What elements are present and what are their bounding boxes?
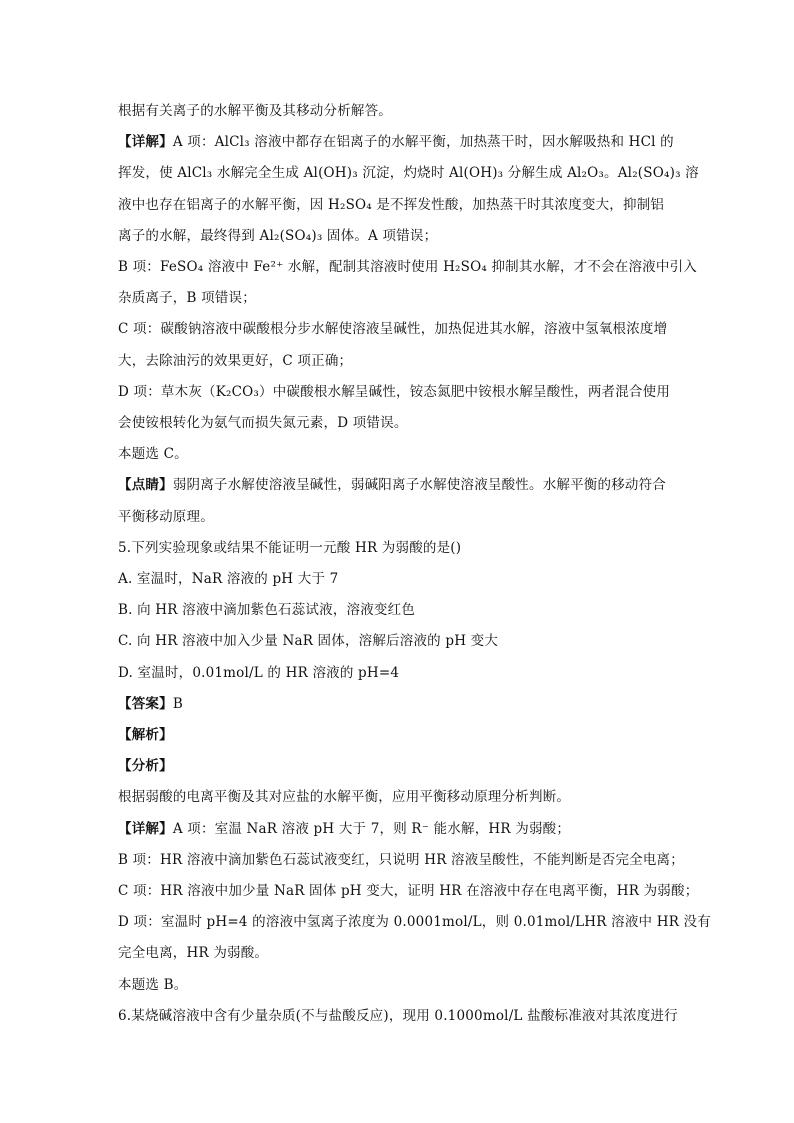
line-text: 完全电离，HR 为弱酸。 bbox=[118, 945, 269, 962]
text-line bbox=[118, 283, 678, 314]
section-marker: 【点睛】 bbox=[118, 477, 173, 494]
text-line bbox=[118, 158, 699, 189]
text-line bbox=[118, 658, 678, 689]
line-text: D 项：室温时 pH=4 的溶液中氢离子浓度为 0.0001mol/L，则 0.01mol/LHR 溶液中 HR 没有 bbox=[118, 914, 711, 931]
text-line bbox=[118, 876, 699, 907]
section-marker: 【解析】 bbox=[118, 727, 173, 744]
line-text: A 项：AlCl₃ 溶液中都存在铝离子的水解平衡，加热蒸干时，因水解吸热和 HCl 的 bbox=[172, 134, 674, 151]
line-text: 6.某烧碱溶液中含有少量杂质(不与盐酸反应)，现用 0.1000mol/L 盐酸标准液对其浓度进行 bbox=[118, 1007, 678, 1024]
section-marker: 【详解】 bbox=[118, 820, 173, 837]
text-line bbox=[118, 595, 678, 626]
text-line bbox=[118, 845, 684, 876]
line-text: 本题选 C。 bbox=[118, 446, 188, 463]
text-line bbox=[118, 564, 678, 595]
text-line bbox=[118, 221, 678, 252]
line-text: 根据有关离子的水解平衡及其移动分析解答。 bbox=[118, 103, 392, 119]
text-line bbox=[118, 502, 678, 533]
text-line bbox=[118, 907, 711, 938]
text-line bbox=[118, 314, 678, 345]
section-marker: 【详解】 bbox=[118, 134, 173, 151]
document-page bbox=[118, 96, 711, 1032]
text-line bbox=[118, 127, 678, 158]
line-text: 离子的水解，最终得到 Al₂(SO₄)₃ 固体。A 项错误； bbox=[118, 227, 438, 244]
line-text: 平衡移动原理。 bbox=[118, 508, 214, 525]
line-text: D 项：草木灰（K₂CO₃）中碳酸根水解呈碱性，铵态氮肥中铵根水解呈酸性，两者混合使用 bbox=[118, 383, 671, 400]
line-text: A. 室温时，NaR 溶液的 pH 大于 7 bbox=[118, 571, 339, 588]
line-text: C 项：碳酸钠溶液中碳酸根分步水解使溶液呈碱性，加热促进其水解，溶液中氢氧根浓度增 bbox=[118, 321, 668, 338]
text-line bbox=[118, 346, 678, 377]
text-line bbox=[118, 970, 678, 1001]
text-line bbox=[118, 626, 678, 657]
text-line bbox=[118, 689, 678, 720]
line-text: B bbox=[172, 695, 183, 712]
line-text: 弱阴离子水解使溶液呈碱性，弱碱阳离子水解使溶液呈酸性。水解平衡的移动符合 bbox=[172, 477, 667, 494]
line-text: 杂质离子，B 项错误； bbox=[118, 290, 256, 307]
text-line bbox=[118, 751, 678, 782]
line-text: 大，去除油污的效果更好，C 项正确； bbox=[118, 352, 353, 369]
section-marker: 【分析】 bbox=[118, 758, 173, 775]
line-text: 根据弱酸的电离平衡及其对应盐的水解平衡，应用平衡移动原理分析判断。 bbox=[118, 789, 571, 806]
line-text: C. 向 HR 溶液中加入少量 NaR 固体，溶解后溶液的 pH 变大 bbox=[118, 633, 499, 650]
text-line bbox=[118, 439, 678, 470]
line-text: C 项：HR 溶液中加少量 NaR 固体 pH 变大，证明 HR 在溶液中存在电离平衡，HR 为弱酸； bbox=[118, 883, 699, 900]
text-line bbox=[118, 938, 678, 969]
line-text: A 项：室温 NaR 溶液 pH 大于 7，则 R⁻ 能水解，HR 为弱酸； bbox=[172, 820, 571, 837]
line-text: B 项：FeSO₄ 溶液中 Fe²⁺ 水解，配制其溶液时使用 H₂SO₄ 抑制其水解，才不会在溶液中引入 bbox=[118, 259, 697, 276]
line-text: 挥发，使 AlCl₃ 水解完全生成 Al(OH)₃ 沉淀，灼烧时 Al(OH)₃ 分解生成 Al₂O₃。Al₂(SO₄)₃ 溶 bbox=[118, 165, 699, 182]
text-line bbox=[118, 533, 678, 564]
text-line bbox=[118, 470, 678, 501]
line-text: B. 向 HR 溶液中滴加紫色石蕊试液，溶液变红色 bbox=[118, 602, 416, 619]
line-text: 本题选 B。 bbox=[118, 976, 188, 993]
text-line bbox=[118, 190, 678, 221]
text-line bbox=[118, 720, 678, 751]
text-line bbox=[118, 408, 678, 439]
line-text: 5.下列实验现象或结果不能证明一元酸 HR 为弱酸的是() bbox=[118, 539, 462, 556]
text-line bbox=[118, 814, 678, 845]
text-line bbox=[118, 377, 678, 408]
text-line bbox=[118, 96, 678, 127]
line-text: 会使铵根转化为氨气而损失氮元素，D 项错误。 bbox=[118, 415, 408, 432]
text-line bbox=[118, 782, 678, 813]
text-line bbox=[118, 252, 697, 283]
section-marker: 【答案】 bbox=[118, 695, 173, 712]
line-text: D. 室温时，0.01mol/L 的 HR 溶液的 pH=4 bbox=[118, 664, 400, 681]
text-line bbox=[118, 1001, 678, 1032]
line-text: 液中也存在铝离子的水解平衡，因 H₂SO₄ 是不挥发性酸，加热蒸干时其浓度变大，抑制铝 bbox=[118, 196, 665, 213]
line-text: B 项：HR 溶液中滴加紫色石蕊试液变红，只说明 HR 溶液呈酸性，不能判断是否完全电离； bbox=[118, 851, 684, 868]
